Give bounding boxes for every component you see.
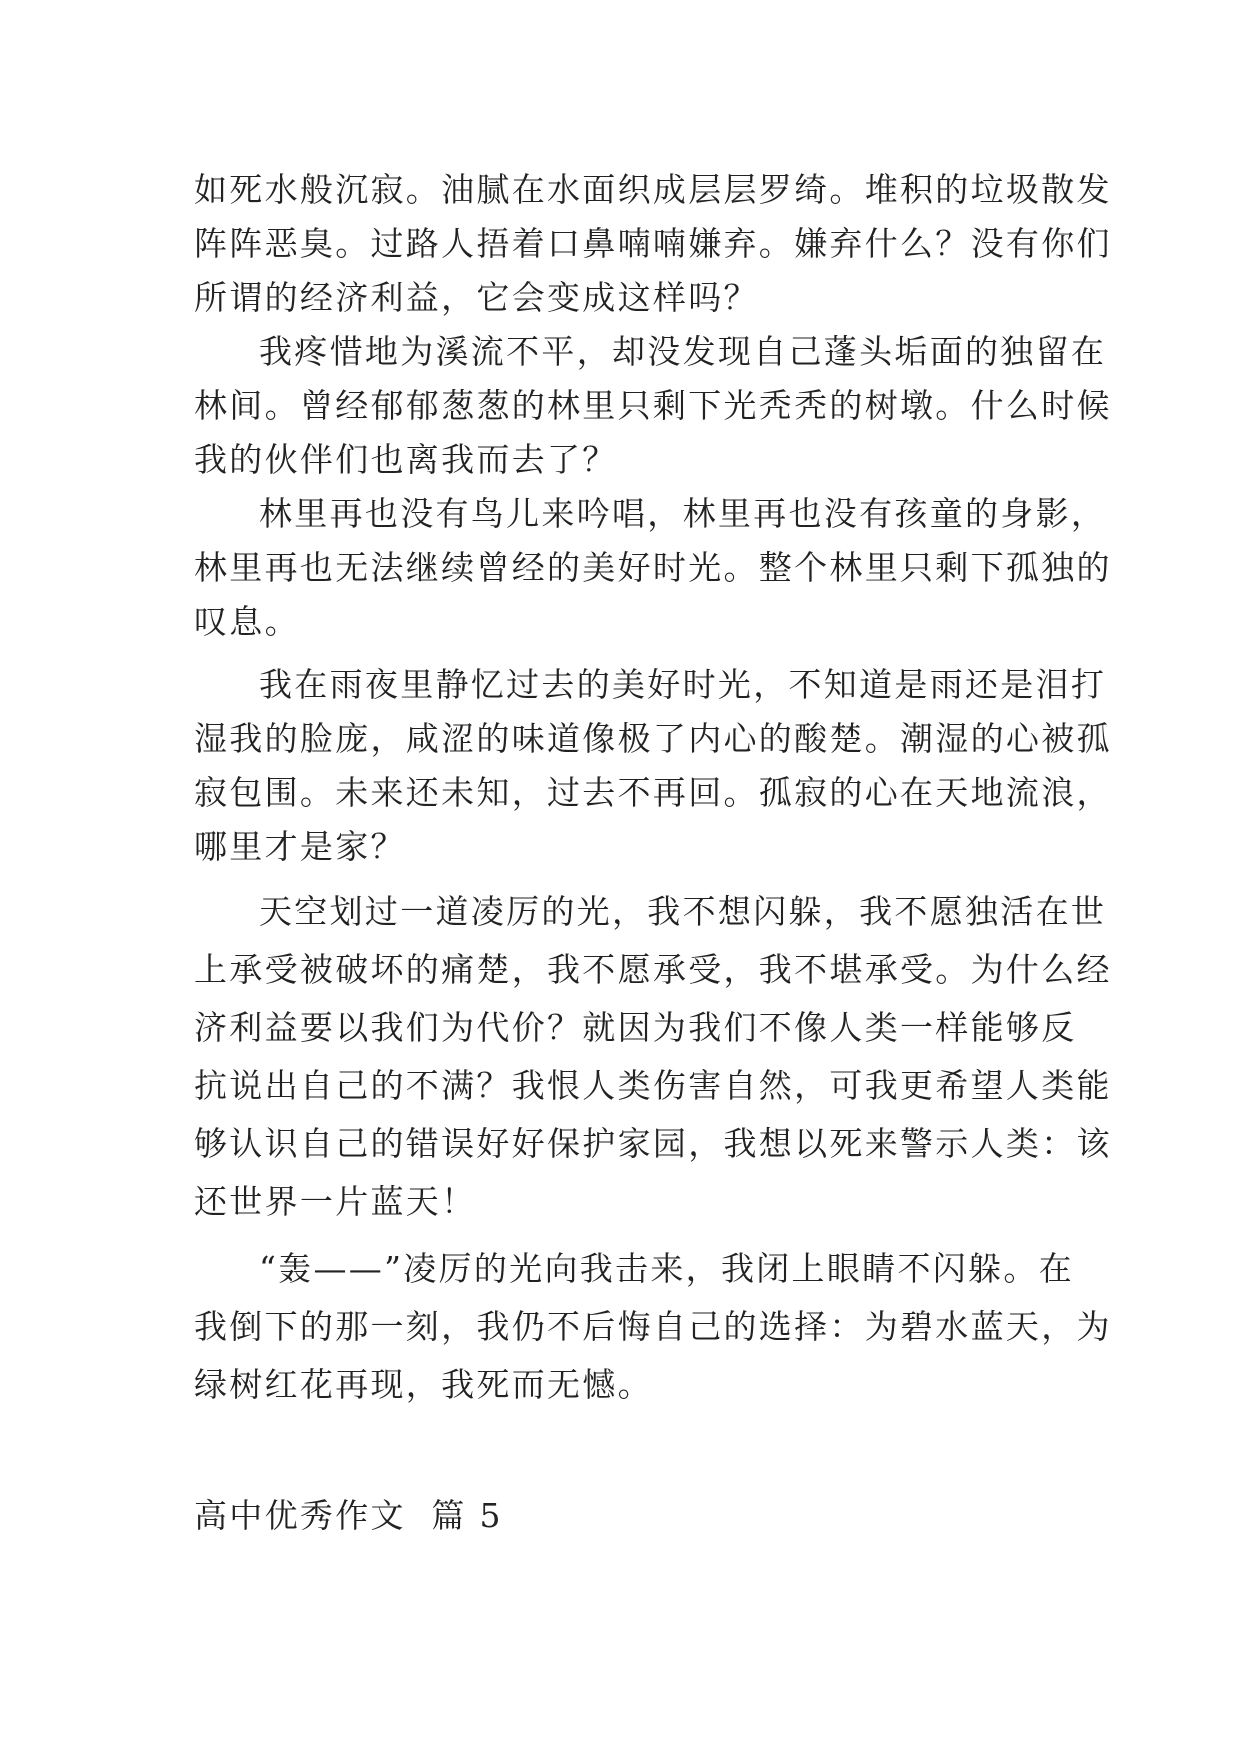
text-line: 林里再也无法继续曾经的美好时光。整个林里只剩下孤独的 xyxy=(194,548,1112,587)
paragraph-first-line: 天空划过一道凌厉的光，我不想闪躲，我不愿独活在世 xyxy=(259,892,1107,931)
text-line: 哪里才是家？ xyxy=(194,827,406,866)
text-line: 抗说出自己的不满？我恨人类伤害自然，可我更希望人类能 xyxy=(194,1066,1112,1105)
paragraph-first-line: “轰——”凌厉的光向我击来，我闭上眼睛不闪躲。在 xyxy=(259,1249,1074,1288)
text-line: 阵阵恶臭。过路人捂着口鼻喃喃嫌弃。嫌弃什么？没有你们 xyxy=(194,224,1112,263)
text-line: 我倒下的那一刻，我仍不后悔自己的选择：为碧水蓝天，为 xyxy=(194,1307,1112,1346)
text-line: 上承受被破坏的痛楚，我不愿承受，我不堪承受。为什么经 xyxy=(194,950,1112,989)
text-line: 我的伙伴们也离我而去了？ xyxy=(194,440,618,479)
paragraph-first-line: 我疼惜地为溪流不平，却没发现自己蓬头垢面的独留在 xyxy=(259,332,1107,371)
text-line: 济利益要以我们为代价？就因为我们不像人类一样能够反 xyxy=(194,1008,1077,1047)
text-line: 叹息。 xyxy=(194,602,300,641)
text-line: 还世界一片蓝天！ xyxy=(194,1182,477,1221)
text-line: 绿树红花再现，我死而无憾。 xyxy=(194,1365,653,1404)
paragraph-first-line: 林里再也没有鸟儿来吟唱，林里再也没有孩童的身影， xyxy=(259,494,1107,533)
text-line: 所谓的经济利益，它会变成这样吗？ xyxy=(194,278,759,317)
text-line: 林间。曾经郁郁葱葱的林里只剩下光秃秃的树墩。什么时候 xyxy=(194,386,1112,425)
paragraph-first-line: 我在雨夜里静忆过去的美好时光，不知道是雨还是泪打 xyxy=(259,665,1107,704)
text-line: 湿我的脸庞，咸涩的味道像极了内心的酸楚。潮湿的心被孤 xyxy=(194,719,1112,758)
text-line: 寂包围。未来还未知，过去不再回。孤寂的心在天地流浪， xyxy=(194,773,1112,812)
text-line: 如死水般沉寂。油腻在水面织成层层罗绮。堆积的垃圾散发 xyxy=(194,170,1112,209)
section-heading: 高中优秀作文 篇 5 xyxy=(194,1496,503,1535)
text-line: 够认识自己的错误好好保护家园，我想以死来警示人类：该 xyxy=(194,1124,1112,1163)
